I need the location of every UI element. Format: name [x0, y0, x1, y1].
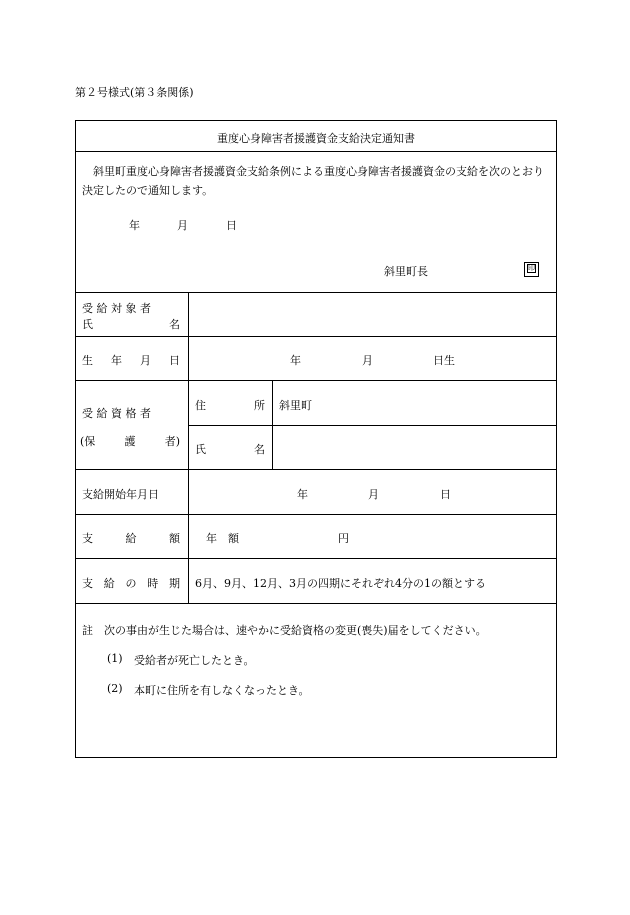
notice-date-year: 年: [129, 219, 140, 232]
divider-recipient: [75, 336, 557, 337]
notice-date-day: 日: [226, 219, 237, 232]
amount-unit: 円: [338, 532, 349, 545]
divider-timing: [75, 603, 557, 604]
recipient-label: 受 給 対 象 者: [82, 302, 151, 315]
note-item-1-text: 受給者が死亡したとき。: [134, 654, 255, 667]
form-reference: 第２号様式(第３条関係): [75, 86, 194, 99]
payment-timing-value: 6月、9月、12月、3月の四期にそれぞれ4分の1の額とする: [195, 577, 486, 590]
recipient-name-label: 氏 名: [82, 318, 180, 331]
label-column-divider: [188, 292, 189, 603]
start-month: 月: [368, 488, 379, 501]
start-year: 年: [297, 488, 308, 501]
birth-day: 日生: [433, 354, 455, 367]
form-title: 重度心身障害者援護資金支給決定通知書: [217, 132, 415, 145]
divider-title: [75, 151, 557, 152]
divider-qualified: [75, 469, 557, 470]
address-label: 住 所: [195, 399, 265, 412]
note-item-2-number: (2): [107, 682, 123, 695]
birth-month: 月: [362, 354, 373, 367]
birth-date-label: 生 年 月 日: [82, 354, 180, 367]
notice-date-month: 月: [177, 219, 188, 232]
note-item-2-text: 本町に住所を有しなくなったとき。: [134, 684, 310, 697]
recipient-name-field[interactable]: [192, 296, 552, 332]
start-date-label: 支給開始年月日: [82, 488, 159, 501]
notes-header: 註 次の事由が生じた場合は、速やかに受給資格の変更(喪失)届をしてください。: [82, 624, 487, 637]
amount-label: 支 給 額: [82, 532, 180, 545]
guardian-label: (保 護 者): [80, 435, 180, 448]
qualified-person-label: 受 給 資 格 者: [82, 407, 151, 420]
divider-amount: [75, 558, 557, 559]
guardian-name-label: 氏 名: [195, 443, 265, 456]
divider-address: [188, 425, 557, 426]
divider-notice: [75, 292, 557, 293]
notice-body: 斜里町重度心身障害者援護資金支給条例による重度心身障害者援護資金の支給を次のとおり決定したので通知します。: [82, 165, 544, 197]
divider-start: [75, 514, 557, 515]
guardian-name-field[interactable]: [276, 429, 552, 465]
start-day: 日: [440, 488, 451, 501]
address-value: 斜里町: [279, 399, 312, 412]
payment-timing-label: 支 給 の 時 期: [82, 577, 180, 590]
issuer-name: 斜里町長: [384, 265, 428, 278]
seal-stamp: 印: [524, 262, 539, 277]
qualified-subcolumn-divider: [272, 380, 273, 469]
amount-annual: 年 額: [206, 532, 239, 545]
birth-year: 年: [290, 354, 301, 367]
divider-birth: [75, 380, 557, 381]
note-item-1-number: (1): [107, 652, 123, 665]
